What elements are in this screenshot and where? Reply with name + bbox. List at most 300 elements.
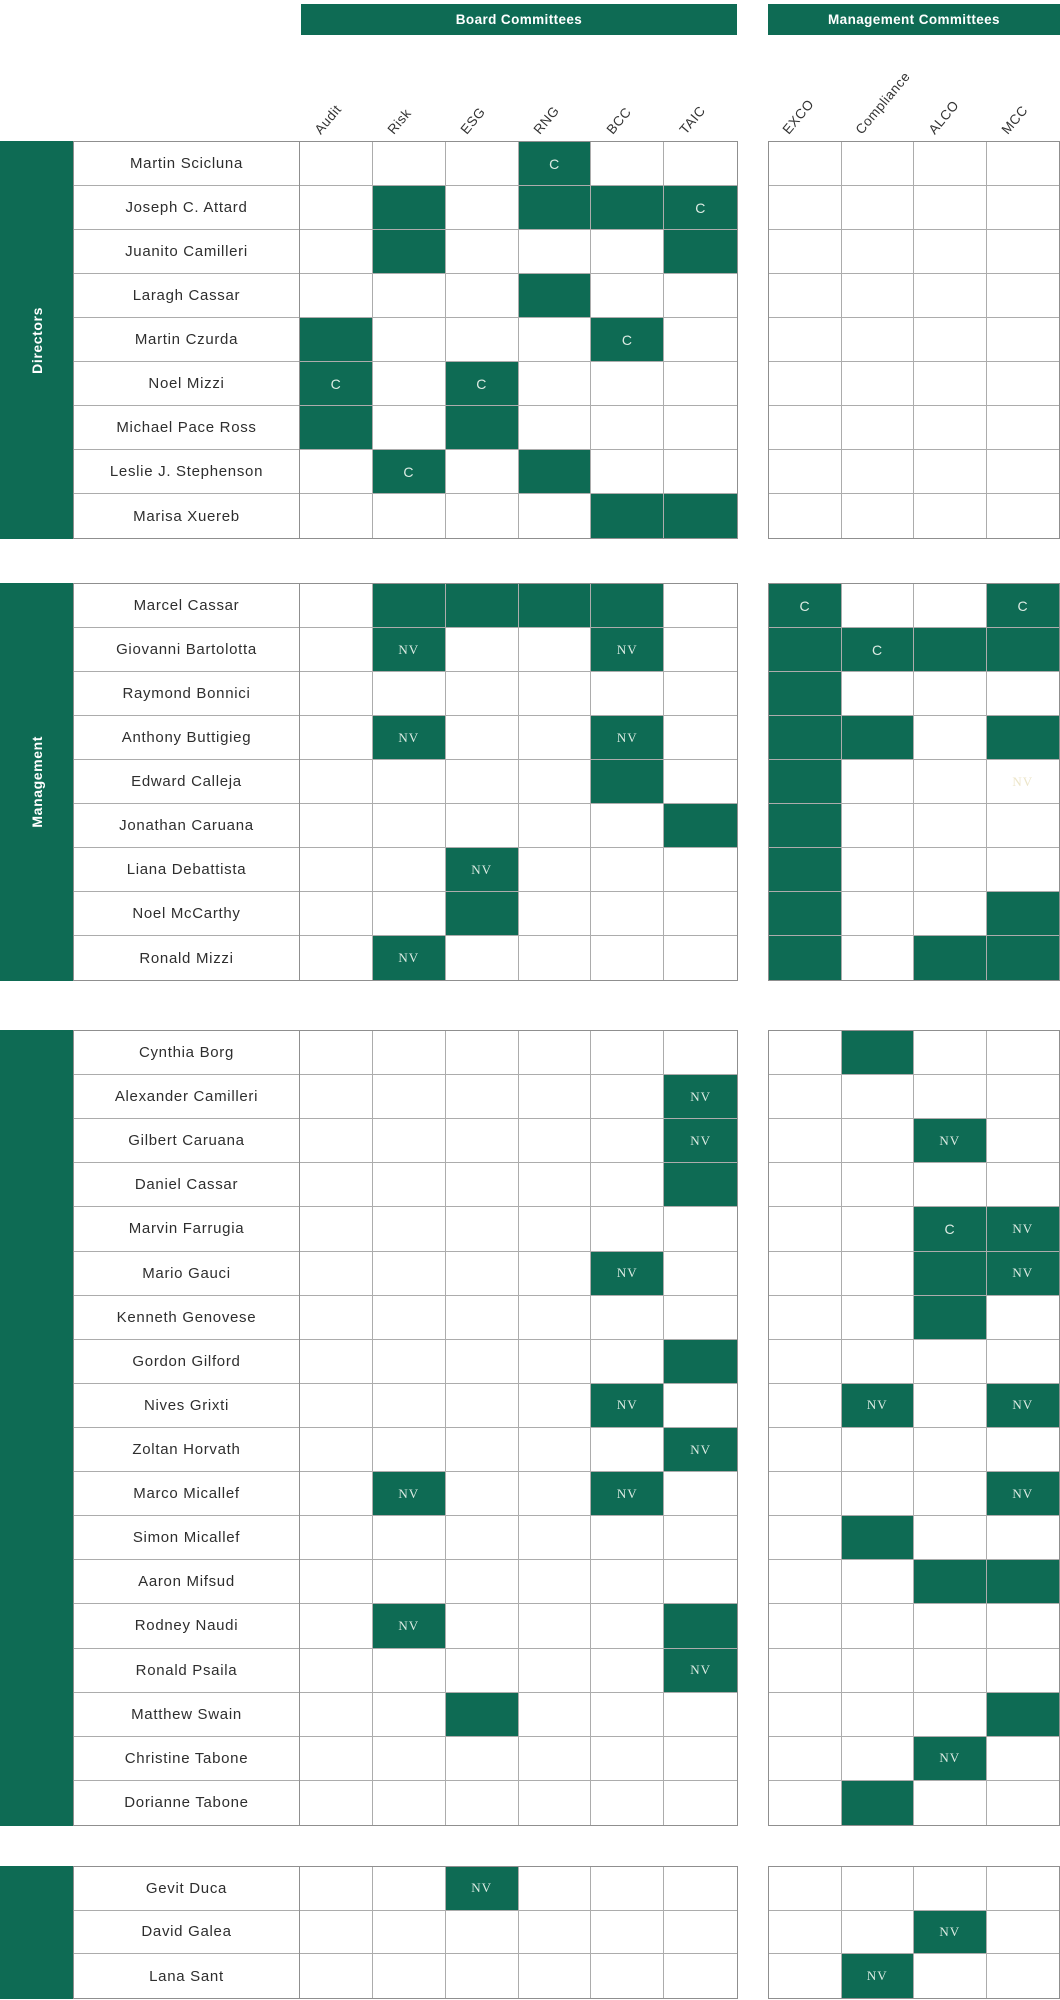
member-name: Mario Gauci	[74, 1252, 299, 1296]
cell-taic-empty	[664, 1737, 737, 1781]
cell-exco-empty	[769, 1296, 842, 1340]
group-label: Management	[28, 736, 45, 828]
cell-risk-empty	[373, 142, 446, 186]
column-header-exco: EXCO	[779, 96, 817, 137]
cell-esg-empty	[446, 1954, 519, 1998]
cell-audit-empty	[300, 760, 373, 804]
cell-risk-empty	[373, 1867, 446, 1911]
member-name: Matthew Swain	[74, 1693, 299, 1737]
cell-audit-empty	[300, 716, 373, 760]
cell-esg-m	[446, 1693, 519, 1737]
cell-alco-empty	[914, 494, 987, 538]
cell-alco-m	[914, 1296, 987, 1340]
column-header-bcc: BCC	[603, 104, 634, 137]
mgmt-committees-grid	[768, 583, 1060, 981]
cell-exco-m	[769, 716, 842, 760]
cell-alco-empty	[914, 186, 987, 230]
cell-risk-empty	[373, 1252, 446, 1296]
row-group-directors	[0, 141, 1060, 539]
cell-esg-empty	[446, 1031, 519, 1075]
cell-exco-empty	[769, 318, 842, 362]
cell-bcc-empty	[591, 1911, 664, 1955]
cell-compliance-empty	[842, 1163, 915, 1207]
cell-mcc-nv	[987, 1207, 1060, 1251]
cell-audit-empty	[300, 936, 373, 980]
cell-exco-empty	[769, 362, 842, 406]
cell-exco-empty	[769, 1560, 842, 1604]
member-name: Aaron Mifsud	[74, 1560, 299, 1604]
member-name: Nives Grixti	[74, 1384, 299, 1428]
cell-alco-empty	[914, 406, 987, 450]
cell-bcc-empty	[591, 1428, 664, 1472]
cell-rng-m	[519, 186, 592, 230]
cell-marker: C	[1017, 597, 1029, 614]
cell-bcc-nv	[591, 628, 664, 672]
cell-compliance-empty	[842, 1693, 915, 1737]
cell-mcc-nv	[987, 1384, 1060, 1428]
cell-marker: NV	[616, 1397, 638, 1413]
cell-bcc-empty	[591, 1560, 664, 1604]
cell-rng-m	[519, 584, 592, 628]
cell-exco-empty	[769, 1252, 842, 1296]
cell-bcc-empty	[591, 1693, 664, 1737]
cell-bcc-empty	[591, 1867, 664, 1911]
cell-alco-empty	[914, 1031, 987, 1075]
cell-marker: NV	[398, 1617, 420, 1633]
cell-mcc-empty	[987, 1119, 1060, 1163]
cell-bcc-nv	[591, 1252, 664, 1296]
cell-mcc-empty	[987, 1163, 1060, 1207]
cell-risk-nv	[373, 936, 446, 980]
cell-mcc-empty	[987, 1340, 1060, 1384]
cell-esg-empty	[446, 230, 519, 274]
cell-mcc-nv	[987, 1252, 1060, 1296]
cell-marker: NV	[1012, 1397, 1034, 1413]
cell-bcc-empty	[591, 1207, 664, 1251]
cell-audit-empty	[300, 1911, 373, 1955]
cell-alco-nv	[914, 1737, 987, 1781]
member-name: Joseph C. Attard	[74, 186, 299, 230]
cell-mcc-empty	[987, 1296, 1060, 1340]
cell-rng-empty	[519, 494, 592, 538]
cell-bcc-nv	[591, 716, 664, 760]
cell-alco-empty	[914, 1163, 987, 1207]
cell-taic-empty	[664, 1560, 737, 1604]
cell-risk-empty	[373, 760, 446, 804]
cell-alco-empty	[914, 672, 987, 716]
cell-taic-nv	[664, 1649, 737, 1693]
cell-rng-empty	[519, 1560, 592, 1604]
cell-taic-empty	[664, 848, 737, 892]
cell-mcc-empty	[987, 1604, 1060, 1648]
member-name: Noel McCarthy	[74, 892, 299, 936]
member-name: Laragh Cassar	[74, 274, 299, 318]
cell-bcc-empty	[591, 406, 664, 450]
cell-risk-empty	[373, 494, 446, 538]
cell-audit-empty	[300, 1781, 373, 1825]
cell-rng-c	[519, 142, 592, 186]
member-name: Zoltan Horvath	[74, 1428, 299, 1472]
cell-marker: NV	[398, 641, 420, 657]
cell-taic-empty	[664, 716, 737, 760]
cell-taic-nv	[664, 1119, 737, 1163]
cell-rng-m	[519, 274, 592, 318]
cell-taic-empty	[664, 1384, 737, 1428]
member-name: Juanito Camilleri	[74, 230, 299, 274]
cell-marker: NV	[690, 1441, 711, 1457]
cell-rng-empty	[519, 1911, 592, 1955]
cell-marker: C	[403, 463, 415, 480]
member-name: Ronald Mizzi	[139, 949, 234, 967]
cell-mcc-m	[987, 936, 1060, 980]
cell-taic-empty	[664, 1031, 737, 1075]
member-name-column	[73, 1866, 300, 1999]
cell-compliance-empty	[842, 230, 915, 274]
cell-marker: NV	[616, 729, 638, 745]
board-committees-grid	[300, 141, 738, 539]
cell-rng-empty	[519, 230, 592, 274]
cell-bcc-empty	[591, 1119, 664, 1163]
board-committees-title: Board Committees	[455, 12, 583, 27]
cell-mcc-m	[987, 716, 1060, 760]
cell-marker: C	[944, 1220, 956, 1237]
cell-exco-empty	[769, 1516, 842, 1560]
member-name: Alexander Camilleri	[74, 1075, 299, 1119]
cell-mcc-c	[987, 584, 1060, 628]
cell-exco-m	[769, 628, 842, 672]
cell-risk-empty	[373, 1693, 446, 1737]
cell-esg-empty	[446, 1296, 519, 1340]
column-header-risk: Risk	[384, 105, 414, 137]
cell-mcc-empty	[987, 274, 1060, 318]
cell-audit-empty	[300, 1693, 373, 1737]
cell-rng-empty	[519, 628, 592, 672]
cell-compliance-empty	[842, 362, 915, 406]
cell-audit-empty	[300, 1954, 373, 1998]
cell-marker-faint: NV	[1012, 773, 1034, 789]
cell-mcc-empty	[987, 672, 1060, 716]
cell-risk-m	[373, 186, 446, 230]
cell-compliance-empty	[842, 892, 915, 936]
cell-exco-empty	[769, 406, 842, 450]
cell-rng-empty	[519, 1296, 592, 1340]
cell-audit-empty	[300, 1560, 373, 1604]
cell-esg-empty	[446, 1340, 519, 1384]
member-name: Gevit Duca	[74, 1867, 299, 1911]
cell-mcc-empty	[987, 1075, 1060, 1119]
cell-alco-m	[914, 628, 987, 672]
cell-exco-empty	[769, 1384, 842, 1428]
member-name: Gordon Gilford	[74, 1340, 299, 1384]
cell-alco-empty	[914, 1428, 987, 1472]
cell-mcc-empty	[987, 1737, 1060, 1781]
cell-audit-empty	[300, 1516, 373, 1560]
column-headers	[0, 0, 1060, 140]
member-name: Marcel Cassar	[74, 584, 299, 628]
member-name: Christine Tabone	[74, 1737, 299, 1781]
cell-taic-nv	[664, 1428, 737, 1472]
cell-audit-empty	[300, 848, 373, 892]
cell-rng-empty	[519, 1781, 592, 1825]
cell-risk-empty	[373, 1340, 446, 1384]
cell-esg-m	[446, 584, 519, 628]
member-name: Edward Calleja	[74, 760, 299, 804]
cell-bcc-empty	[591, 142, 664, 186]
cell-bcc-empty	[591, 1649, 664, 1693]
cell-alco-empty	[914, 760, 987, 804]
cell-compliance-empty	[842, 672, 915, 716]
cell-taic-empty	[664, 1296, 737, 1340]
cell-rng-empty	[519, 1516, 592, 1560]
cell-esg-empty	[446, 1560, 519, 1604]
cell-marker: NV	[616, 1485, 638, 1501]
cell-risk-empty	[373, 406, 446, 450]
cell-mcc-empty	[987, 1781, 1060, 1825]
cell-esg-empty	[446, 186, 519, 230]
member-name: Raymond Bonnici	[74, 672, 299, 716]
member-name: Cynthia Borg	[74, 1031, 299, 1075]
cell-compliance-empty	[842, 1472, 915, 1516]
cell-taic-empty	[664, 628, 737, 672]
cell-taic-m	[664, 230, 737, 274]
cell-mcc-empty	[987, 804, 1060, 848]
cell-rng-empty	[519, 1428, 592, 1472]
cell-audit-empty	[300, 142, 373, 186]
cell-bcc-empty	[591, 672, 664, 716]
cell-bcc-nv	[591, 1384, 664, 1428]
cell-bcc-empty	[591, 1516, 664, 1560]
cell-risk-empty	[373, 318, 446, 362]
column-header-alco: ALCO	[925, 97, 962, 137]
cell-mcc-empty	[987, 186, 1060, 230]
management-committees-title: Management Committees	[828, 12, 1000, 27]
cell-rng-empty	[519, 1693, 592, 1737]
cell-exco-m	[769, 848, 842, 892]
cell-exco-empty	[769, 274, 842, 318]
cell-risk-empty	[373, 1954, 446, 1998]
cell-risk-empty	[373, 1296, 446, 1340]
column-header-mcc: MCC	[998, 102, 1031, 137]
cell-mcc-empty	[987, 318, 1060, 362]
cell-audit-empty	[300, 1296, 373, 1340]
row-group-management	[0, 583, 1060, 981]
cell-alco-empty	[914, 1075, 987, 1119]
cell-esg-empty	[446, 1428, 519, 1472]
cell-taic-empty	[664, 274, 737, 318]
cell-marker: NV	[1012, 1485, 1034, 1501]
cell-esg-m	[446, 406, 519, 450]
member-name: Jonathan Caruana	[74, 804, 299, 848]
cell-esg-empty	[446, 1163, 519, 1207]
cell-compliance-empty	[842, 1649, 915, 1693]
row-group-4	[0, 1866, 1060, 1999]
cell-compliance-empty	[842, 1119, 915, 1163]
cell-alco-empty	[914, 1867, 987, 1911]
cell-marker: NV	[471, 1880, 492, 1896]
cell-bcc-empty	[591, 1163, 664, 1207]
group-sidebar	[0, 1030, 73, 1826]
cell-compliance-empty	[842, 936, 915, 980]
cell-exco-empty	[769, 1428, 842, 1472]
cell-marker: NV	[939, 1750, 961, 1766]
cell-audit-empty	[300, 1649, 373, 1693]
cell-bcc-empty	[591, 1781, 664, 1825]
cell-esg-empty	[446, 318, 519, 362]
cell-mcc-empty	[987, 1031, 1060, 1075]
group-sidebar	[0, 141, 73, 539]
cell-exco-m	[769, 892, 842, 936]
cell-mcc-m	[987, 1560, 1060, 1604]
member-name: Noel Mizzi	[74, 362, 299, 406]
cell-risk-empty	[373, 1207, 446, 1251]
cell-compliance-empty	[842, 1207, 915, 1251]
cell-compliance-empty	[842, 1428, 915, 1472]
cell-alco-c	[914, 1207, 987, 1251]
cell-bcc-empty	[591, 1737, 664, 1781]
cell-esg-empty	[446, 1075, 519, 1119]
cell-rng-empty	[519, 1384, 592, 1428]
cell-taic-empty	[664, 760, 737, 804]
cell-mcc-empty	[987, 494, 1060, 538]
cell-compliance-empty	[842, 1075, 915, 1119]
cell-mcc-empty	[987, 406, 1060, 450]
cell-marker: NV	[866, 1968, 888, 1984]
cell-rng-empty	[519, 362, 592, 406]
member-name: Giovanni Bartolotta	[74, 628, 299, 672]
cell-alco-empty	[914, 1781, 987, 1825]
cell-alco-empty	[914, 1649, 987, 1693]
member-name: Marco Micallef	[74, 1472, 299, 1516]
cell-audit-empty	[300, 450, 373, 494]
cell-alco-empty	[914, 274, 987, 318]
cell-taic-empty	[664, 142, 737, 186]
cell-risk-empty	[373, 1075, 446, 1119]
cell-marker: NV	[398, 1485, 420, 1501]
cell-mcc-empty	[987, 362, 1060, 406]
cell-esg-empty	[446, 936, 519, 980]
cell-bcc-empty	[591, 1031, 664, 1075]
cell-mcc-empty	[987, 1867, 1060, 1911]
cell-compliance-c	[842, 628, 915, 672]
cell-marker: NV	[398, 950, 420, 965]
cell-compliance-empty	[842, 1560, 915, 1604]
group-label: Directors	[28, 306, 45, 374]
cell-mcc-empty	[987, 1954, 1060, 1998]
cell-compliance-nv	[842, 1384, 915, 1428]
cell-bcc-empty	[591, 450, 664, 494]
cell-esg-empty	[446, 450, 519, 494]
cell-alco-nv	[914, 1119, 987, 1163]
cell-taic-empty	[664, 1954, 737, 1998]
cell-bcc-empty	[591, 936, 664, 980]
member-name: Simon Micallef	[74, 1516, 299, 1560]
column-header-audit: Audit	[311, 101, 344, 137]
cell-risk-m	[373, 584, 446, 628]
cell-risk-empty	[373, 1384, 446, 1428]
cell-exco-empty	[769, 1472, 842, 1516]
cell-exco-empty	[769, 1604, 842, 1648]
cell-compliance-empty	[842, 494, 915, 538]
cell-risk-m	[373, 230, 446, 274]
cell-bcc-empty	[591, 1075, 664, 1119]
cell-mcc-empty	[987, 142, 1060, 186]
cell-rng-empty	[519, 936, 592, 980]
cell-rng-empty	[519, 1207, 592, 1251]
cell-risk-empty	[373, 1911, 446, 1955]
cell-mcc-empty	[987, 848, 1060, 892]
cell-exco-empty	[769, 186, 842, 230]
cell-esg-empty	[446, 142, 519, 186]
cell-alco-empty	[914, 230, 987, 274]
cell-audit-empty	[300, 274, 373, 318]
cell-exco-empty	[769, 1781, 842, 1825]
cell-mcc-empty	[987, 450, 1060, 494]
member-name: Marvin Farrugia	[74, 1207, 299, 1251]
cell-taic-empty	[664, 1472, 737, 1516]
member-name: David Galea	[74, 1911, 299, 1955]
cell-alco-empty	[914, 1954, 987, 1998]
cell-bcc-m	[591, 584, 664, 628]
cell-alco-m	[914, 936, 987, 980]
cell-risk-empty	[373, 274, 446, 318]
cell-exco-empty	[769, 450, 842, 494]
cell-esg-empty	[446, 760, 519, 804]
cell-compliance-nv	[842, 1954, 915, 1998]
cell-audit-empty	[300, 1384, 373, 1428]
cell-esg-empty	[446, 1781, 519, 1825]
cell-risk-nv	[373, 628, 446, 672]
cell-risk-empty	[373, 1163, 446, 1207]
cell-audit-empty	[300, 1428, 373, 1472]
cell-taic-m	[664, 1163, 737, 1207]
member-name: Martin Czurda	[74, 318, 299, 362]
cell-risk-empty	[373, 1649, 446, 1693]
cell-audit-empty	[300, 1472, 373, 1516]
member-name: Ronald Psaila	[74, 1649, 299, 1693]
cell-compliance-empty	[842, 1911, 915, 1955]
member-name: Dorianne Tabone	[124, 1794, 249, 1812]
cell-rng-empty	[519, 1075, 592, 1119]
cell-rng-empty	[519, 804, 592, 848]
cell-esg-m	[446, 892, 519, 936]
cell-alco-m	[914, 1252, 987, 1296]
cell-audit-empty	[300, 584, 373, 628]
cell-audit-empty	[300, 230, 373, 274]
cell-risk-empty	[373, 1560, 446, 1604]
cell-exco-empty	[769, 1693, 842, 1737]
cell-esg-nv	[446, 848, 519, 892]
board-committees-grid	[300, 1866, 738, 1999]
cell-marker: NV	[616, 1265, 638, 1281]
cell-mcc-nv	[987, 1472, 1060, 1516]
cell-audit-empty	[300, 804, 373, 848]
cell-rng-empty	[519, 1649, 592, 1693]
cell-taic-empty	[664, 318, 737, 362]
cell-audit-empty	[300, 1163, 373, 1207]
cell-audit-empty	[300, 1031, 373, 1075]
cell-rng-empty	[519, 1472, 592, 1516]
cell-esg-empty	[446, 1604, 519, 1648]
cell-rng-empty	[519, 848, 592, 892]
cell-marker: NV	[939, 1923, 961, 1939]
cell-rng-empty	[519, 1340, 592, 1384]
cell-taic-empty	[664, 584, 737, 628]
cell-taic-empty	[664, 362, 737, 406]
cell-compliance-empty	[842, 186, 915, 230]
cell-esg-empty	[446, 1649, 519, 1693]
cell-audit-empty	[300, 672, 373, 716]
cell-esg-empty	[446, 1384, 519, 1428]
